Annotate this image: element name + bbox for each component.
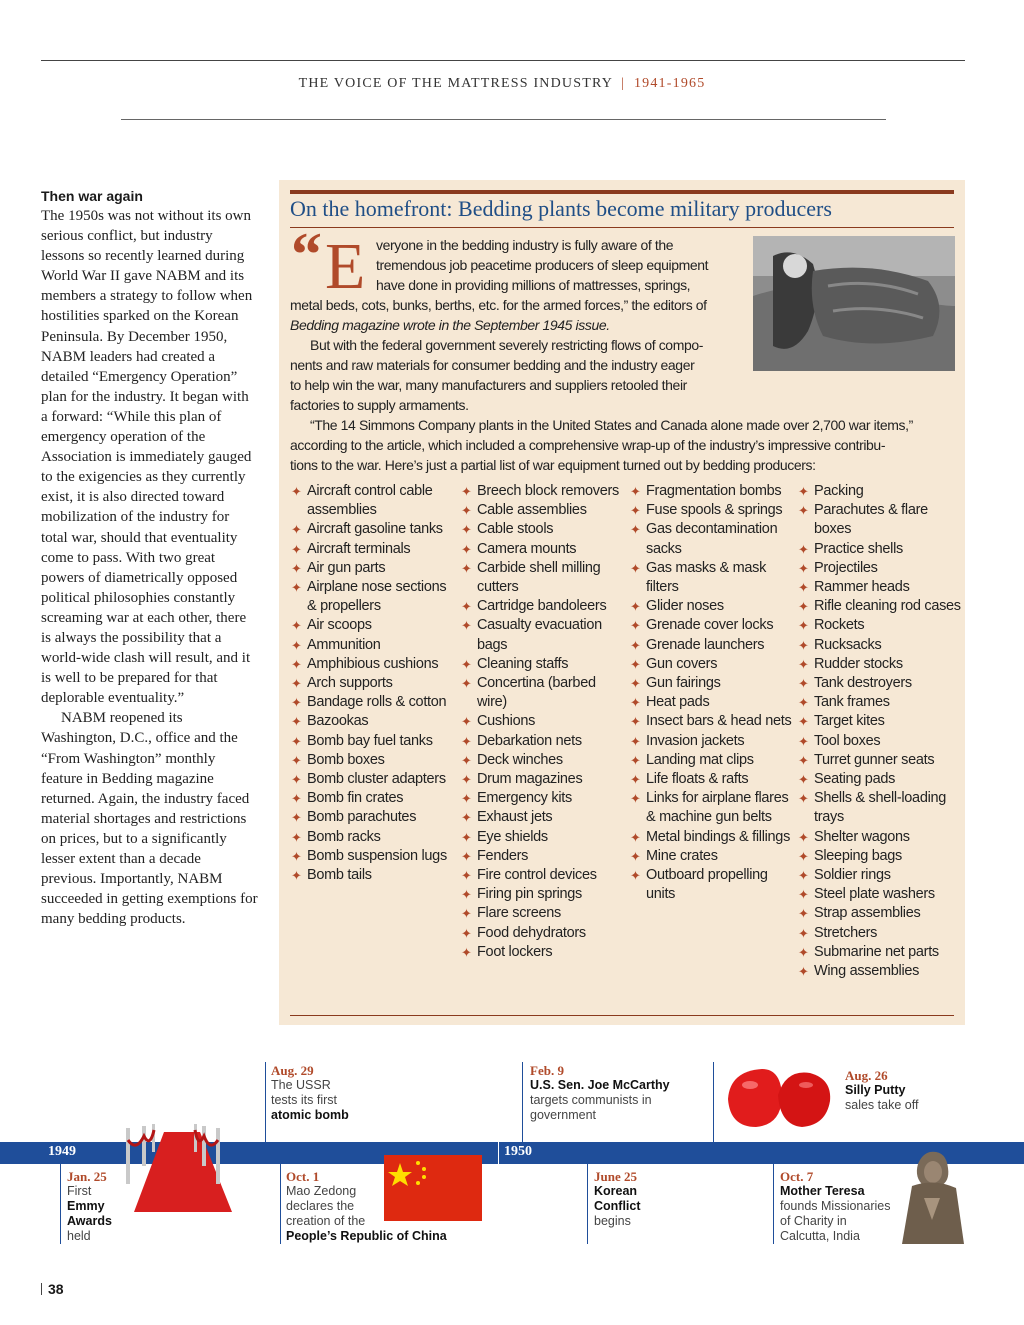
war-item: ✦ Life floats & rafts <box>630 770 796 789</box>
war-item: ✦ Drum magazines <box>461 770 627 789</box>
event-text: government <box>530 1108 597 1122</box>
war-item: ✦ Rockets <box>798 616 964 635</box>
sidebar-body-line: veryone in the bedding industry is fully aware of the <box>376 237 674 253</box>
event-text: held <box>67 1229 91 1243</box>
sidebar-body-line: factories to supply armaments. <box>290 397 469 413</box>
timeline-tick <box>587 1164 588 1244</box>
header-title-text: THE VOICE OF THE MATTRESS INDUSTRY <box>298 76 613 91</box>
war-item: ✦ Heat pads <box>630 693 796 712</box>
event-date: Oct. 7 <box>780 1169 814 1184</box>
war-item: ✦ Bomb suspension lugs <box>291 847 457 866</box>
war-item: ✦ Insect bars & head nets <box>630 712 796 731</box>
war-item: ✦ Flare screens <box>461 904 627 923</box>
timeline-event-mother-teresa <box>780 1169 905 1244</box>
war-items-column-4 <box>798 482 964 981</box>
war-item: ✦ Aircraft control cable assemblies <box>291 482 457 520</box>
homefront-sidebar <box>279 180 965 1025</box>
war-item: ✦ Tank frames <box>798 693 964 712</box>
war-item: ✦ Gun fairings <box>630 674 796 693</box>
war-item: ✦ Concertina (barbed wire) <box>461 674 627 712</box>
event-text: Conflict <box>594 1199 641 1213</box>
war-item: ✦ Carbide shell milling cutters <box>461 559 627 597</box>
war-item: ✦ Soldier rings <box>798 866 964 885</box>
war-item: ✦ Breech block removers <box>461 482 627 501</box>
war-item: ✦ Fuse spools & springs <box>630 501 796 520</box>
event-text: People’s Republic of China <box>286 1229 447 1243</box>
sidebar-body-line: nents and raw materials for consumer bedding and the industry eager <box>290 357 695 373</box>
timeline-year-divider <box>498 1142 499 1164</box>
timeline-year-1950: 1950 <box>504 1144 532 1159</box>
war-item: ✦ Stretchers <box>798 924 964 943</box>
sidebar-body-line: Bedding magazine wrote in the September 1945 issue. <box>290 317 610 333</box>
sidebar-body-line: have done in providing millions of mattresses, springs, <box>376 277 691 293</box>
war-item: ✦ Cartridge bandoleers <box>461 597 627 616</box>
timeline-event-korean-conflict <box>594 1169 684 1229</box>
timeline-event-atomic-bomb <box>271 1063 381 1123</box>
event-text: Calcutta, India <box>780 1229 860 1243</box>
event-text: declares the <box>286 1199 355 1213</box>
war-item: ✦ Rifle cleaning rod cases <box>798 597 964 616</box>
event-date: Aug. 26 <box>845 1068 888 1083</box>
war-item: ✦ Bomb cluster adapters <box>291 770 457 789</box>
sidebar-body-line: “The 14 Simmons Company plants in the United States and Canada alone made over 2,700 war items,” <box>310 417 913 433</box>
timeline-event-mccarthy <box>530 1063 700 1123</box>
event-text: targets communists in <box>530 1093 652 1107</box>
war-items-column-3 <box>630 482 796 904</box>
war-item: ✦ Target kites <box>798 712 964 731</box>
war-item: ✦ Bazookas <box>291 712 457 731</box>
war-item: ✦ Tank destroyers <box>798 674 964 693</box>
war-item: ✦ Seating pads <box>798 770 964 789</box>
event-text: U.S. Sen. Joe McCarthy <box>530 1078 670 1092</box>
war-item: ✦ Metal bindings & fillings <box>630 828 796 847</box>
war-items-column-2 <box>461 482 627 962</box>
red-carpet-image <box>120 1118 240 1214</box>
war-item: ✦ Turret gunner seats <box>798 751 964 770</box>
war-item: ✦ Debarkation nets <box>461 732 627 751</box>
war-item: ✦ Cable stools <box>461 520 627 539</box>
event-date: Jan. 25 <box>67 1169 107 1184</box>
war-item: ✦ Camera mounts <box>461 540 627 559</box>
war-item: ✦ Air gun parts <box>291 559 457 578</box>
war-item: ✦ Gun covers <box>630 655 796 674</box>
war-item: ✦ Rammer heads <box>798 578 964 597</box>
war-item: ✦ Bomb bay fuel tanks <box>291 732 457 751</box>
war-item: ✦ Steel plate washers <box>798 885 964 904</box>
war-item: ✦ Bandage rolls & cotton <box>291 693 457 712</box>
left-article-paragraph: NABM reopened its Washington, D.C., office and the “From Washington” monthly feature in Bedding magazine returned. Again, the industry faced material shortages and restrictions on prices, but to a significantly lesser extent than a decade previous. Importantly, NABM succeeded in getting exemptions for many bedding products. <box>41 710 258 928</box>
header-separator: | <box>621 76 626 91</box>
war-item: ✦ Exhaust jets <box>461 808 627 827</box>
timeline-tick <box>280 1164 281 1244</box>
timeline-event-silly-putty <box>845 1068 965 1113</box>
war-item: ✦ Deck winches <box>461 751 627 770</box>
war-item: ✦ Aircraft gasoline tanks <box>291 520 457 539</box>
war-item: ✦ Strap assemblies <box>798 904 964 923</box>
war-item: ✦ Fire control devices <box>461 866 627 885</box>
war-item: ✦ Bomb racks <box>291 828 457 847</box>
event-text: The USSR <box>271 1078 331 1092</box>
war-item: ✦ Gas decontamination sacks <box>630 520 796 558</box>
war-item: ✦ Submarine net parts <box>798 943 964 962</box>
war-item: ✦ Bomb boxes <box>291 751 457 770</box>
sidebar-top-rule <box>290 190 954 194</box>
war-item: ✦ Aircraft terminals <box>291 540 457 559</box>
event-date: Oct. 1 <box>286 1169 320 1184</box>
event-text: atomic bomb <box>271 1108 349 1122</box>
event-text: creation of the <box>286 1214 366 1228</box>
mother-teresa-statue-image <box>900 1148 966 1244</box>
war-item: ✦ Fenders <box>461 847 627 866</box>
war-item: ✦ Tool boxes <box>798 732 964 751</box>
war-item: ✦ Rudder stocks <box>798 655 964 674</box>
war-item: ✦ Landing mat clips <box>630 751 796 770</box>
war-item: ✦ Rucksacks <box>798 636 964 655</box>
sidebar-body-line: But with the federal government severely restricting flows of compo- <box>310 337 703 353</box>
page-number-rule <box>41 1283 42 1295</box>
timeline-tick <box>713 1062 714 1142</box>
war-items-column-1 <box>291 482 457 885</box>
war-item: ✦ Grenade launchers <box>630 636 796 655</box>
soldier-sleeping-bag-photo <box>753 236 955 371</box>
timeline-tick <box>773 1164 774 1244</box>
header-years: 1941-1965 <box>633 76 706 91</box>
event-text: tests its first <box>271 1093 337 1107</box>
war-item: ✦ Practice shells <box>798 540 964 559</box>
war-item: ✦ Mine crates <box>630 847 796 866</box>
event-text: Silly Putty <box>845 1083 906 1097</box>
china-flag-icon <box>384 1155 482 1221</box>
war-item: ✦ Emergency kits <box>461 789 627 808</box>
sidebar-title-rule <box>290 227 954 228</box>
war-item: ✦ Bomb parachutes <box>291 808 457 827</box>
war-item: ✦ Air scoops <box>291 616 457 635</box>
timeline-event-emmy-awards <box>67 1169 127 1244</box>
event-text: Mao Zedong <box>286 1184 357 1198</box>
header-top-rule <box>41 60 965 61</box>
sidebar-body-line: metal beds, cots, bunks, berths, etc. for the armed forces,” the editors of <box>290 297 707 313</box>
event-date: Aug. 29 <box>271 1063 314 1078</box>
timeline-tick <box>522 1062 523 1142</box>
sidebar-title: On the homefront: Bedding plants become military producers <box>290 196 832 221</box>
war-item: ✦ Airplane nose sections & propellers <box>291 578 457 616</box>
war-item: ✦ Amphibious cushions <box>291 655 457 674</box>
event-text: First <box>67 1184 92 1198</box>
war-item: ✦ Arch supports <box>291 674 457 693</box>
war-item: ✦ Packing <box>798 482 964 501</box>
event-text: Korean <box>594 1184 638 1198</box>
war-item: ✦ Cushions <box>461 712 627 731</box>
page-number: 38 <box>48 1281 64 1297</box>
event-text: Emmy <box>67 1199 105 1213</box>
war-item: ✦ Outboard propelling units <box>630 866 796 904</box>
silly-putty-egg-image <box>720 1055 836 1137</box>
war-item: ✦ Casualty evacuation bags <box>461 616 627 654</box>
war-item: ✦ Food dehydrators <box>461 924 627 943</box>
left-article-heading: Then war again <box>41 188 143 204</box>
war-item: ✦ Glider noses <box>630 597 796 616</box>
event-text: begins <box>594 1214 631 1228</box>
war-item: ✦ Gas masks & mask filters <box>630 559 796 597</box>
sidebar-body-line: to help win the war, many manufacturers and suppliers retooled their <box>290 377 687 393</box>
war-item: ✦ Cleaning staffs <box>461 655 627 674</box>
war-item: ✦ Ammunition <box>291 636 457 655</box>
sidebar-body-line: tremendous job peacetime producers of sleep equipment <box>376 257 709 273</box>
sidebar-body-line: tions to the war. Here’s just a partial list of war equipment turned out by bedding producers: <box>290 457 816 473</box>
war-item: ✦ Invasion jackets <box>630 732 796 751</box>
sidebar-bottom-rule <box>290 1015 954 1016</box>
left-article-column <box>41 186 259 929</box>
war-item: ✦ Shelter wagons <box>798 828 964 847</box>
war-item: ✦ Shells & shell-loading trays <box>798 789 964 827</box>
war-item: ✦ Grenade cover locks <box>630 616 796 635</box>
event-text: Mother Teresa <box>780 1184 865 1198</box>
war-item: ✦ Links for airplane flares & machine gun belts <box>630 789 796 827</box>
timeline-tick <box>265 1062 266 1142</box>
war-item: ✦ Bomb tails <box>291 866 457 885</box>
war-item: ✦ Parachutes & flare boxes <box>798 501 964 539</box>
war-item: ✦ Firing pin springs <box>461 885 627 904</box>
event-text: of Charity in <box>780 1214 847 1228</box>
event-text: Awards <box>67 1214 112 1228</box>
left-article-paragraph: The 1950s was not without its own serious conflict, but industry lessons so recently learned during World War II gave NABM and its members a strategy to follow when hostilities sparked on the Korean Peninsula. By December 1950, NABM leaders had created a detailed “Emergency Operation” plan for the industry. It began with a forward: “While this plan of emergency operation of the Association is immediately gauged to the exigencies as they currently exist, it is also directed toward mobilization of the industry for total war, should that eventuality come to pass. With two great powers of diametrically opposed political philosophies constantly screaming war at each other, there is always the possibility that a world-wide clash will result, and it is well to be prepared for that deplorable eventuality.” <box>41 208 253 707</box>
event-date: Feb. 9 <box>530 1063 564 1078</box>
war-item: ✦ Projectiles <box>798 559 964 578</box>
event-date: June 25 <box>594 1169 637 1184</box>
war-item: ✦ Eye shields <box>461 828 627 847</box>
war-item: ✦ Sleeping bags <box>798 847 964 866</box>
running-header <box>0 76 1004 92</box>
war-item: ✦ Bomb fin crates <box>291 789 457 808</box>
war-item: ✦ Wing assemblies <box>798 962 964 981</box>
war-item: ✦ Cable assemblies <box>461 501 627 520</box>
timeline-tick <box>60 1164 61 1244</box>
war-item: ✦ Fragmentation bombs <box>630 482 796 501</box>
war-item: ✦ Foot lockers <box>461 943 627 962</box>
header-bottom-rule <box>121 119 886 120</box>
soldier-sleeping-bag-illustration <box>753 236 955 371</box>
timeline-year-1949: 1949 <box>48 1144 76 1159</box>
sidebar-body-line: according to the article, which included a comprehensive wrap-up of the industry’s impressive contribu- <box>290 437 886 453</box>
open-quote-mark: “ <box>291 221 322 289</box>
event-text: sales take off <box>845 1098 919 1112</box>
drop-cap-letter: E <box>325 230 366 303</box>
event-text: founds Missionaries <box>780 1199 891 1213</box>
